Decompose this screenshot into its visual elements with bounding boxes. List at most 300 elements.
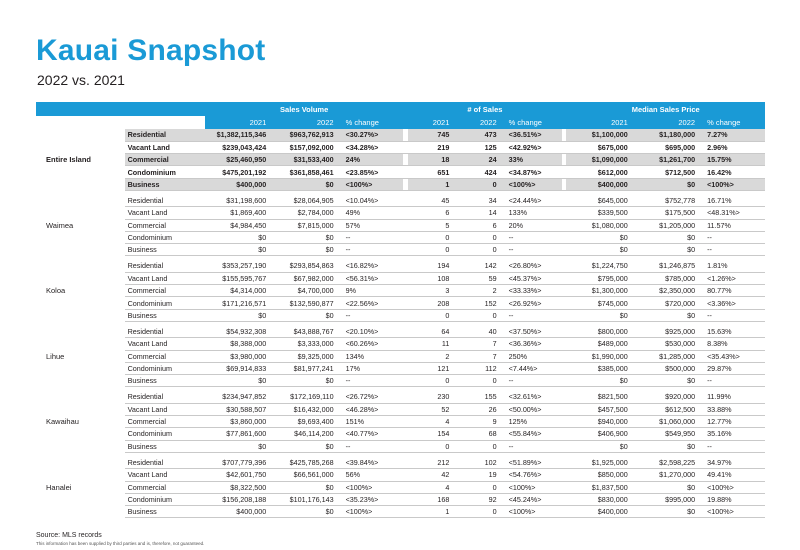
region-name: Kawaihau xyxy=(46,417,79,427)
sales-volume-2022: $361,858,461 xyxy=(272,166,339,178)
sales-count-2021: 745 xyxy=(408,129,455,141)
median-price-2022: $925,000 xyxy=(634,325,701,337)
sales-count-2022: 92 xyxy=(455,493,502,505)
median-price-change: -- xyxy=(701,440,765,452)
sales-count-2021: 1 xyxy=(408,506,455,518)
median-price-2022: $785,000 xyxy=(634,272,701,284)
median-price-change: 11.57% xyxy=(701,219,765,231)
col-header-2022: 2022 xyxy=(455,116,502,129)
sales-volume-change: <16.82%> xyxy=(340,260,404,272)
median-price-2022: $175,500 xyxy=(634,207,701,219)
median-price-2022: $0 xyxy=(634,481,701,493)
table-row xyxy=(36,416,765,428)
sales-volume-2022: $425,785,268 xyxy=(272,456,339,468)
sales-count-change: 125% xyxy=(503,416,562,428)
sales-count-2022: 473 xyxy=(455,129,502,141)
sales-volume-2022: $963,762,913 xyxy=(272,129,339,141)
sales-count-change: -- xyxy=(503,244,562,256)
sales-volume-2021: $0 xyxy=(205,440,272,452)
sales-volume-2022: $0 xyxy=(272,244,339,256)
sales-volume-2021: $234,947,852 xyxy=(205,391,272,403)
median-price-2021: $675,000 xyxy=(566,141,633,153)
median-price-2021: $612,000 xyxy=(566,166,633,178)
median-price-change: 34.97% xyxy=(701,456,765,468)
median-price-change: 7.27% xyxy=(701,129,765,141)
table-body xyxy=(36,129,765,518)
property-type: Business xyxy=(125,375,205,387)
median-price-change: <100%> xyxy=(701,178,765,190)
group-header-row xyxy=(36,102,765,116)
median-price-change: -- xyxy=(701,244,765,256)
sales-volume-2022: $66,561,000 xyxy=(272,469,339,481)
median-price-change: 16.71% xyxy=(701,194,765,206)
table-row xyxy=(36,260,765,272)
median-price-2022: $1,261,700 xyxy=(634,154,701,166)
sales-count-2022: 155 xyxy=(455,391,502,403)
sales-count-2021: 3 xyxy=(408,285,455,297)
median-price-change: <48.31%> xyxy=(701,207,765,219)
median-price-2021: $850,000 xyxy=(566,469,633,481)
sales-volume-change: 57% xyxy=(340,219,404,231)
median-price-2022: $0 xyxy=(634,231,701,243)
sales-volume-change: <39.84%> xyxy=(340,456,404,468)
median-price-2022: $500,000 xyxy=(634,362,701,374)
sales-volume-2021: $3,980,000 xyxy=(205,350,272,362)
sales-count-2021: 108 xyxy=(408,272,455,284)
sales-count-2022: 0 xyxy=(455,481,502,493)
sales-count-2022: 142 xyxy=(455,260,502,272)
table-row xyxy=(36,129,765,141)
property-type: Business xyxy=(125,178,205,190)
sales-volume-2022: $172,169,110 xyxy=(272,391,339,403)
sales-volume-2021: $30,588,507 xyxy=(205,403,272,415)
median-price-2022: $1,205,000 xyxy=(634,219,701,231)
sales-count-change: -- xyxy=(503,440,562,452)
property-type: Condominium xyxy=(125,493,205,505)
sales-volume-2021: $69,914,833 xyxy=(205,362,272,374)
sales-count-2021: 45 xyxy=(408,194,455,206)
sales-count-2022: 19 xyxy=(455,469,502,481)
table-row xyxy=(36,141,765,153)
table-row xyxy=(36,391,765,403)
median-price-2022: $720,000 xyxy=(634,297,701,309)
sales-volume-change: -- xyxy=(340,244,404,256)
sales-volume-change: <40.77%> xyxy=(340,428,404,440)
table-row xyxy=(36,309,765,321)
sales-count-2021: 5 xyxy=(408,219,455,231)
sales-count-2021: 168 xyxy=(408,493,455,505)
sales-volume-2022: $81,977,241 xyxy=(272,362,339,374)
sales-volume-2022: $293,854,863 xyxy=(272,260,339,272)
group-header-number-of-sales: # of Sales xyxy=(408,102,562,116)
sales-count-2022: 424 xyxy=(455,166,502,178)
disclaimer-note: This information has been supplied by third parties and is, therefore, not guaranteed. xyxy=(36,541,205,546)
median-price-2022: $549,950 xyxy=(634,428,701,440)
sales-count-2022: 152 xyxy=(455,297,502,309)
median-price-change: -- xyxy=(701,309,765,321)
median-price-2021: $1,100,000 xyxy=(566,129,633,141)
median-price-change: 33.88% xyxy=(701,403,765,415)
table-row xyxy=(36,440,765,452)
sales-count-change: <26.92%> xyxy=(503,297,562,309)
sales-count-2022: 0 xyxy=(455,178,502,190)
median-price-2021: $0 xyxy=(566,309,633,321)
sales-count-2021: 651 xyxy=(408,166,455,178)
median-price-2022: $0 xyxy=(634,178,701,190)
sales-count-change: <54.76%> xyxy=(503,469,562,481)
sales-volume-2022: $0 xyxy=(272,309,339,321)
median-price-2021: $830,000 xyxy=(566,493,633,505)
median-price-2022: $920,000 xyxy=(634,391,701,403)
sales-count-change: <7.44%> xyxy=(503,362,562,374)
sales-volume-change: -- xyxy=(340,231,404,243)
col-header-change: % change xyxy=(340,116,404,129)
property-type: Residential xyxy=(125,260,205,272)
header-blank xyxy=(36,116,205,129)
sales-count-2022: 0 xyxy=(455,231,502,243)
table-row xyxy=(36,231,765,243)
sales-volume-2022: $3,333,000 xyxy=(272,338,339,350)
sales-volume-change: 49% xyxy=(340,207,404,219)
median-price-change: 49.41% xyxy=(701,469,765,481)
sales-count-2022: 0 xyxy=(455,244,502,256)
sales-count-2022: 26 xyxy=(455,403,502,415)
sales-volume-2021: $1,382,115,346 xyxy=(205,129,272,141)
sales-count-2022: 112 xyxy=(455,362,502,374)
median-price-change: -- xyxy=(701,231,765,243)
sales-volume-change: 9% xyxy=(340,285,404,297)
sales-volume-2021: $1,869,400 xyxy=(205,207,272,219)
sales-volume-2021: $42,601,750 xyxy=(205,469,272,481)
sales-volume-2021: $77,861,600 xyxy=(205,428,272,440)
sales-count-change: <55.84%> xyxy=(503,428,562,440)
source-note: Source: MLS records xyxy=(36,532,102,539)
median-price-2021: $1,837,500 xyxy=(566,481,633,493)
sales-count-change: <45.24%> xyxy=(503,493,562,505)
table-row xyxy=(36,272,765,284)
sales-volume-change: <30.27%> xyxy=(340,129,404,141)
sales-volume-2021: $171,216,571 xyxy=(205,297,272,309)
median-price-change: 15.63% xyxy=(701,325,765,337)
sales-count-2022: 24 xyxy=(455,154,502,166)
median-price-2021: $795,000 xyxy=(566,272,633,284)
property-type: Commercial xyxy=(125,219,205,231)
sales-count-change: <26.80%> xyxy=(503,260,562,272)
median-price-2022: $530,000 xyxy=(634,338,701,350)
sales-count-2022: 14 xyxy=(455,207,502,219)
sales-volume-2022: $132,590,877 xyxy=(272,297,339,309)
sales-volume-2021: $25,460,950 xyxy=(205,154,272,166)
table-row xyxy=(36,362,765,374)
page-title: Kauai Snapshot xyxy=(36,34,266,67)
col-header-2021: 2021 xyxy=(408,116,455,129)
median-price-2021: $1,080,000 xyxy=(566,219,633,231)
sales-count-2022: 40 xyxy=(455,325,502,337)
col-header-change: % change xyxy=(503,116,562,129)
property-type: Condominium xyxy=(125,231,205,243)
sales-count-change: 20% xyxy=(503,219,562,231)
sales-count-change: <51.89%> xyxy=(503,456,562,468)
sales-volume-change: 17% xyxy=(340,362,404,374)
property-type: Condominium xyxy=(125,166,205,178)
sales-volume-change: <60.26%> xyxy=(340,338,404,350)
sales-volume-2022: $67,982,000 xyxy=(272,272,339,284)
median-price-2022: $712,500 xyxy=(634,166,701,178)
property-type: Condominium xyxy=(125,362,205,374)
median-price-2022: $695,000 xyxy=(634,141,701,153)
sales-volume-change: -- xyxy=(340,375,404,387)
sales-count-2022: 6 xyxy=(455,219,502,231)
sales-count-2021: 11 xyxy=(408,338,455,350)
property-type: Commercial xyxy=(125,416,205,428)
median-price-change: 19.88% xyxy=(701,493,765,505)
sales-count-2022: 0 xyxy=(455,375,502,387)
region-name: Waimea xyxy=(46,220,74,230)
sales-volume-2022: $28,064,905 xyxy=(272,194,339,206)
table-row xyxy=(36,194,765,206)
median-price-change: 80.77% xyxy=(701,285,765,297)
property-type: Residential xyxy=(125,194,205,206)
sales-count-change: -- xyxy=(503,309,562,321)
median-price-change: 11.99% xyxy=(701,391,765,403)
median-price-2022: $0 xyxy=(634,440,701,452)
table-row xyxy=(36,154,765,166)
region-name: Lihue xyxy=(46,351,65,361)
sales-count-2021: 18 xyxy=(408,154,455,166)
median-price-change: <35.43%> xyxy=(701,350,765,362)
sales-count-2022: 102 xyxy=(455,456,502,468)
median-price-2021: $1,300,000 xyxy=(566,285,633,297)
sales-count-change: <45.37%> xyxy=(503,272,562,284)
sales-volume-2021: $54,932,308 xyxy=(205,325,272,337)
median-price-change: 29.87% xyxy=(701,362,765,374)
sales-volume-2021: $400,000 xyxy=(205,506,272,518)
sales-count-change: <100%> xyxy=(503,178,562,190)
sales-volume-2021: $400,000 xyxy=(205,178,272,190)
median-price-2022: $0 xyxy=(634,244,701,256)
sales-volume-change: <100%> xyxy=(340,178,404,190)
median-price-2022: $612,500 xyxy=(634,403,701,415)
median-price-change: <3.36%> xyxy=(701,297,765,309)
sales-volume-change: 24% xyxy=(340,154,404,166)
median-price-2022: $0 xyxy=(634,375,701,387)
sales-volume-2022: $0 xyxy=(272,231,339,243)
median-price-2022: $1,285,000 xyxy=(634,350,701,362)
sales-volume-change: <20.10%> xyxy=(340,325,404,337)
sales-volume-2021: $31,198,600 xyxy=(205,194,272,206)
sales-volume-2021: $353,257,190 xyxy=(205,260,272,272)
median-price-2022: $1,060,000 xyxy=(634,416,701,428)
sales-count-2021: 121 xyxy=(408,362,455,374)
sales-count-change: <42.92%> xyxy=(503,141,562,153)
median-price-2021: $0 xyxy=(566,231,633,243)
sales-count-2022: 68 xyxy=(455,428,502,440)
sales-count-change: <100%> xyxy=(503,481,562,493)
sales-volume-2021: $4,314,000 xyxy=(205,285,272,297)
table-row xyxy=(36,506,765,518)
property-type: Residential xyxy=(125,391,205,403)
sales-count-change: 33% xyxy=(503,154,562,166)
sales-count-change: -- xyxy=(503,231,562,243)
sales-count-change: <37.50%> xyxy=(503,325,562,337)
sales-count-2021: 64 xyxy=(408,325,455,337)
group-header-median-sales-price: Median Sales Price xyxy=(566,102,765,116)
median-price-2021: $800,000 xyxy=(566,325,633,337)
sales-count-2021: 212 xyxy=(408,456,455,468)
median-price-2022: $0 xyxy=(634,309,701,321)
median-price-change: 35.16% xyxy=(701,428,765,440)
sales-volume-2021: $8,388,000 xyxy=(205,338,272,350)
property-type: Commercial xyxy=(125,350,205,362)
sales-count-2022: 59 xyxy=(455,272,502,284)
sales-count-2021: 1 xyxy=(408,178,455,190)
table-row xyxy=(36,166,765,178)
sales-count-change: <50.00%> xyxy=(503,403,562,415)
median-price-change: 16.42% xyxy=(701,166,765,178)
sales-volume-change: 56% xyxy=(340,469,404,481)
sales-volume-change: <26.72%> xyxy=(340,391,404,403)
sales-volume-2021: $8,322,500 xyxy=(205,481,272,493)
sales-volume-change: <56.31%> xyxy=(340,272,404,284)
sales-count-2021: 0 xyxy=(408,440,455,452)
property-type: Residential xyxy=(125,325,205,337)
property-type: Residential xyxy=(125,129,205,141)
sales-volume-2022: $157,092,000 xyxy=(272,141,339,153)
sales-count-2021: 219 xyxy=(408,141,455,153)
sales-volume-2021: $0 xyxy=(205,309,272,321)
median-price-2022: $2,598,225 xyxy=(634,456,701,468)
property-type: Vacant Land xyxy=(125,141,205,153)
property-type: Condominium xyxy=(125,297,205,309)
sales-volume-2021: $707,779,396 xyxy=(205,456,272,468)
sales-volume-2021: $0 xyxy=(205,375,272,387)
median-price-2021: $1,090,000 xyxy=(566,154,633,166)
sales-count-2022: 0 xyxy=(455,440,502,452)
sales-volume-2022: $0 xyxy=(272,440,339,452)
sales-volume-2022: $0 xyxy=(272,481,339,493)
region-name: Hanalei xyxy=(46,482,72,492)
table-row xyxy=(36,375,765,387)
sales-volume-change: -- xyxy=(340,309,404,321)
median-price-2021: $400,000 xyxy=(566,506,633,518)
sales-count-2021: 6 xyxy=(408,207,455,219)
median-price-change: <100%> xyxy=(701,506,765,518)
sales-volume-2022: $0 xyxy=(272,375,339,387)
sales-count-2021: 208 xyxy=(408,297,455,309)
median-price-2021: $821,500 xyxy=(566,391,633,403)
sales-count-2021: 4 xyxy=(408,416,455,428)
sales-volume-2021: $239,043,424 xyxy=(205,141,272,153)
sales-volume-2022: $4,700,000 xyxy=(272,285,339,297)
snapshot-table xyxy=(36,102,765,518)
median-price-2021: $1,925,000 xyxy=(566,456,633,468)
median-price-2021: $940,000 xyxy=(566,416,633,428)
property-type: Business xyxy=(125,309,205,321)
property-type: Commercial xyxy=(125,481,205,493)
sales-count-change: <32.61%> xyxy=(503,391,562,403)
sales-count-2022: 34 xyxy=(455,194,502,206)
median-price-change: 2.96% xyxy=(701,141,765,153)
sales-volume-change: <35.23%> xyxy=(340,493,404,505)
sales-volume-2021: $4,984,450 xyxy=(205,219,272,231)
median-price-2021: $0 xyxy=(566,375,633,387)
table-row xyxy=(36,297,765,309)
sales-volume-2022: $16,432,000 xyxy=(272,403,339,415)
table-row xyxy=(36,428,765,440)
property-type: Commercial xyxy=(125,285,205,297)
sales-volume-2022: $9,325,000 xyxy=(272,350,339,362)
sales-volume-2022: $9,693,400 xyxy=(272,416,339,428)
sales-volume-2022: $0 xyxy=(272,178,339,190)
sales-volume-change: <46.28%> xyxy=(340,403,404,415)
col-header-2022: 2022 xyxy=(634,116,701,129)
sales-count-2021: 0 xyxy=(408,244,455,256)
sales-count-change: <36.36%> xyxy=(503,338,562,350)
sales-count-2021: 52 xyxy=(408,403,455,415)
property-type: Residential xyxy=(125,456,205,468)
col-header-2021: 2021 xyxy=(566,116,633,129)
median-price-2021: $489,000 xyxy=(566,338,633,350)
sales-volume-change: <100%> xyxy=(340,481,404,493)
col-header-change: % change xyxy=(701,116,765,129)
table-row xyxy=(36,403,765,415)
sales-volume-2021: $0 xyxy=(205,231,272,243)
sales-count-change: <24.44%> xyxy=(503,194,562,206)
sales-volume-change: 151% xyxy=(340,416,404,428)
region-name: Koloa xyxy=(46,286,66,296)
sales-volume-2021: $0 xyxy=(205,244,272,256)
sales-count-2022: 7 xyxy=(455,338,502,350)
median-price-change: <1.26%> xyxy=(701,272,765,284)
sales-count-2022: 9 xyxy=(455,416,502,428)
median-price-change: 8.38% xyxy=(701,338,765,350)
sales-count-2021: 42 xyxy=(408,469,455,481)
col-header-2022: 2022 xyxy=(272,116,339,129)
sales-count-change: <34.87%> xyxy=(503,166,562,178)
sales-volume-2021: $475,201,192 xyxy=(205,166,272,178)
median-price-2021: $0 xyxy=(566,440,633,452)
sales-count-2022: 125 xyxy=(455,141,502,153)
table-row xyxy=(36,493,765,505)
sales-count-2021: 154 xyxy=(408,428,455,440)
table-row xyxy=(36,244,765,256)
property-type: Vacant Land xyxy=(125,272,205,284)
median-price-2022: $1,180,000 xyxy=(634,129,701,141)
median-price-change: 15.75% xyxy=(701,154,765,166)
sales-count-2021: 4 xyxy=(408,481,455,493)
sales-count-2022: 2 xyxy=(455,285,502,297)
sales-volume-2022: $0 xyxy=(272,506,339,518)
sales-count-2022: 0 xyxy=(455,309,502,321)
property-type: Business xyxy=(125,440,205,452)
median-price-2021: $0 xyxy=(566,244,633,256)
sales-volume-change: <10.04%> xyxy=(340,194,404,206)
property-type: Condominium xyxy=(125,428,205,440)
group-header-sales-volume: Sales Volume xyxy=(205,102,403,116)
median-price-2021: $1,224,750 xyxy=(566,260,633,272)
table-row xyxy=(36,285,765,297)
sales-volume-2022: $101,176,143 xyxy=(272,493,339,505)
sales-volume-change: <23.85%> xyxy=(340,166,404,178)
property-type: Business xyxy=(125,506,205,518)
sales-count-2021: 2 xyxy=(408,350,455,362)
sales-count-change: 250% xyxy=(503,350,562,362)
median-price-change: <100%> xyxy=(701,481,765,493)
sales-count-2021: 0 xyxy=(408,375,455,387)
table-row xyxy=(36,338,765,350)
year-header-row xyxy=(36,116,765,129)
header-blank xyxy=(36,102,205,116)
